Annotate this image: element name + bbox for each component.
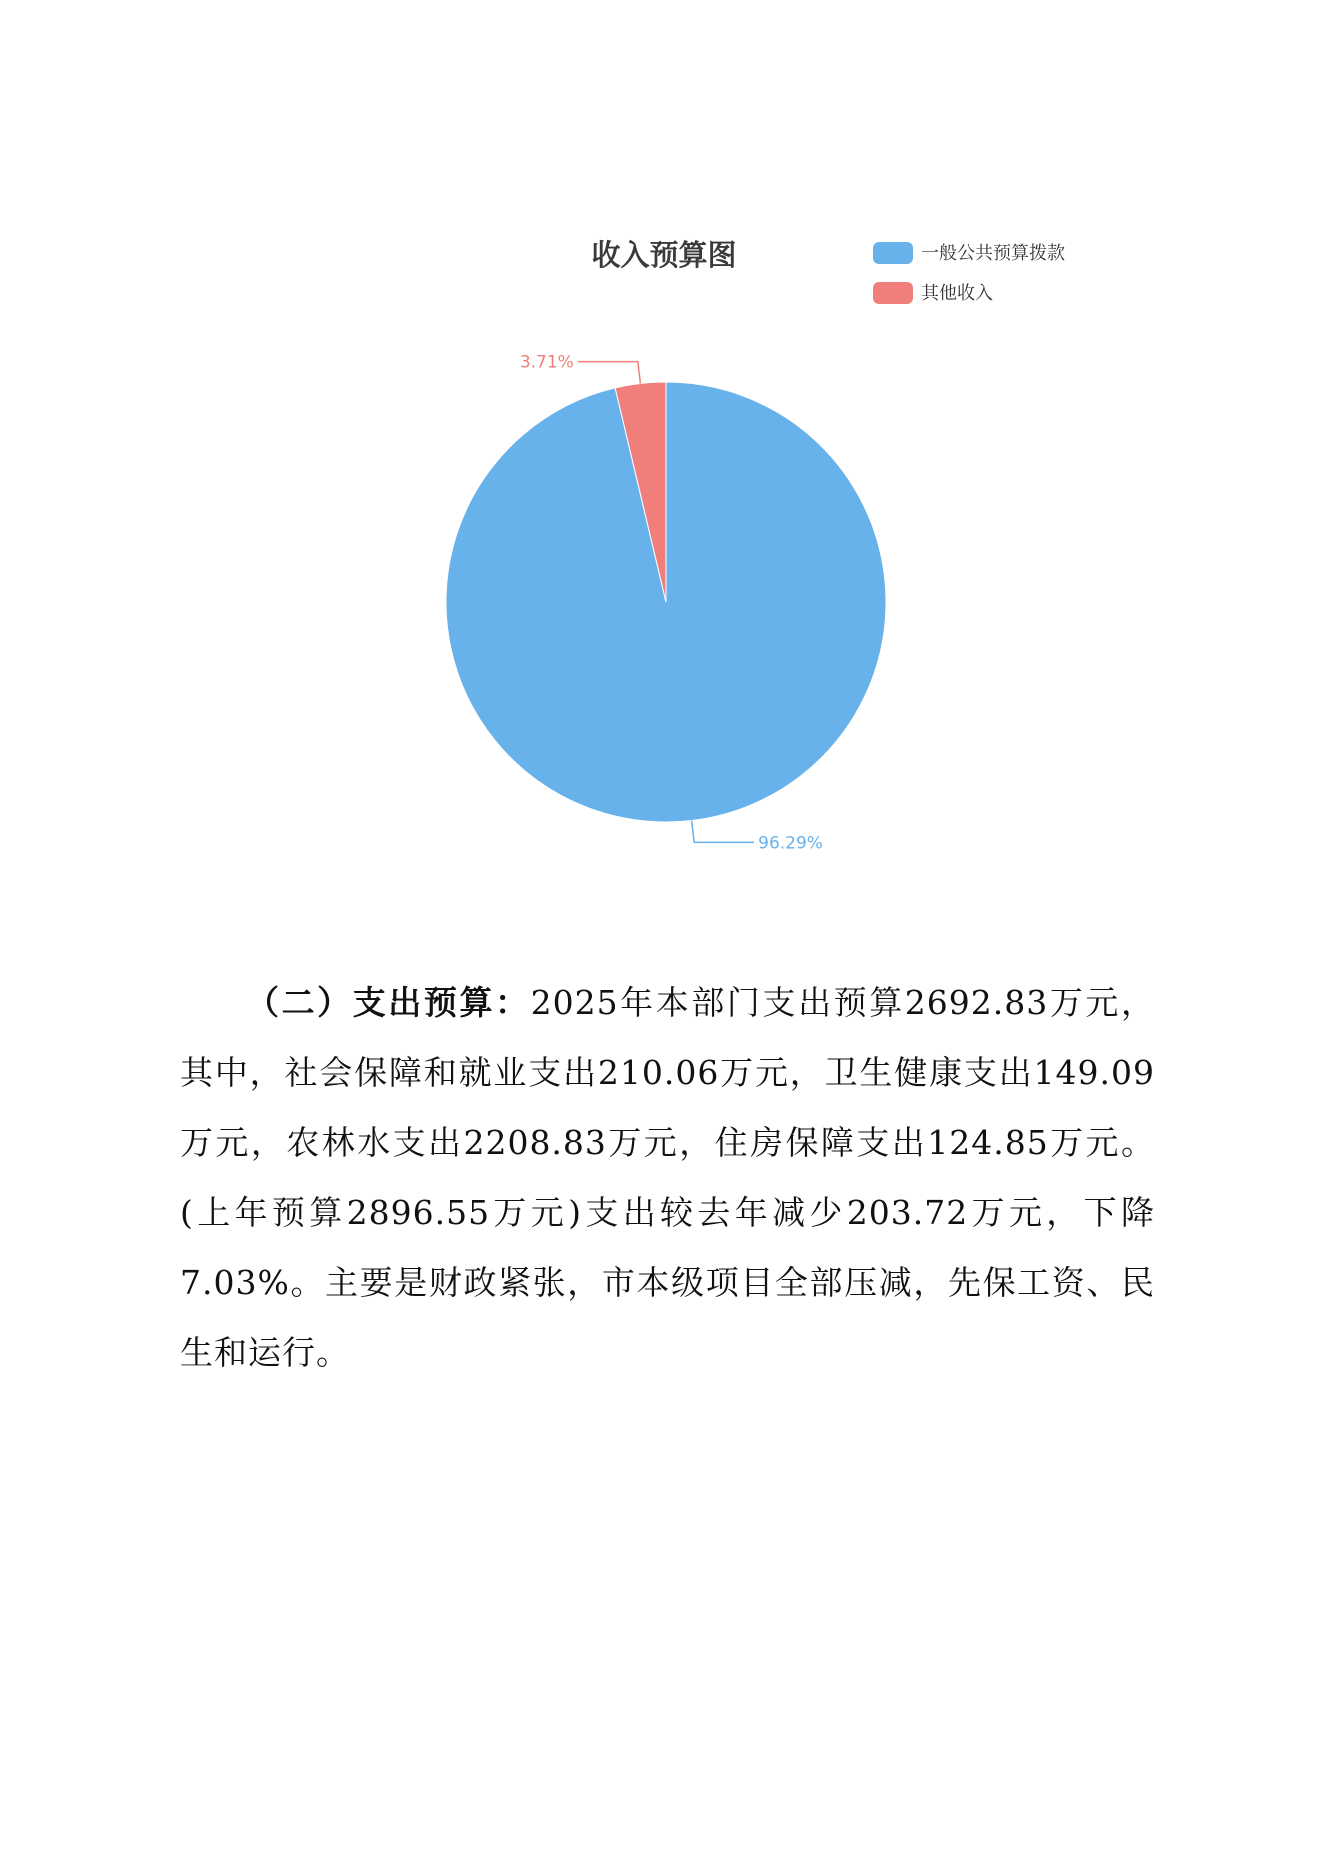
legend-swatch-1 bbox=[873, 242, 913, 264]
pie-chart-svg bbox=[0, 0, 1323, 900]
section-body-text: 2025年本部门支出预算2692.83万元，其中，社会保障和就业支出210.06万元，卫生健康支出149.09万元，农林水支出2208.83万元，住房保障支出124.85万元。(上年预算2896.55万元)支出较去年减少203.72万元，下降7.03%。主要是财政紧张，市本级项目全部压减，先保工资、民生和运行。 bbox=[180, 983, 1155, 1372]
pie-slices bbox=[446, 382, 886, 822]
pie-data-label-1: 96.29% bbox=[758, 833, 823, 854]
section-heading: （二）支出预算： bbox=[246, 983, 531, 1022]
pie-leader-line-1 bbox=[692, 821, 755, 843]
pie-leader-line-2 bbox=[578, 362, 641, 384]
legend-swatch-2 bbox=[873, 282, 913, 304]
expenditure-budget-paragraph bbox=[180, 968, 1155, 1388]
legend-label-1: 一般公共预算拨款 bbox=[921, 243, 1065, 264]
legend-label-2: 其他收入 bbox=[921, 283, 993, 304]
budget-income-pie-chart bbox=[0, 0, 1323, 900]
pie-data-label-2: 3.71% bbox=[519, 352, 574, 373]
chart-legend bbox=[873, 242, 1065, 304]
chart-title: 收入预算图 bbox=[591, 238, 737, 272]
